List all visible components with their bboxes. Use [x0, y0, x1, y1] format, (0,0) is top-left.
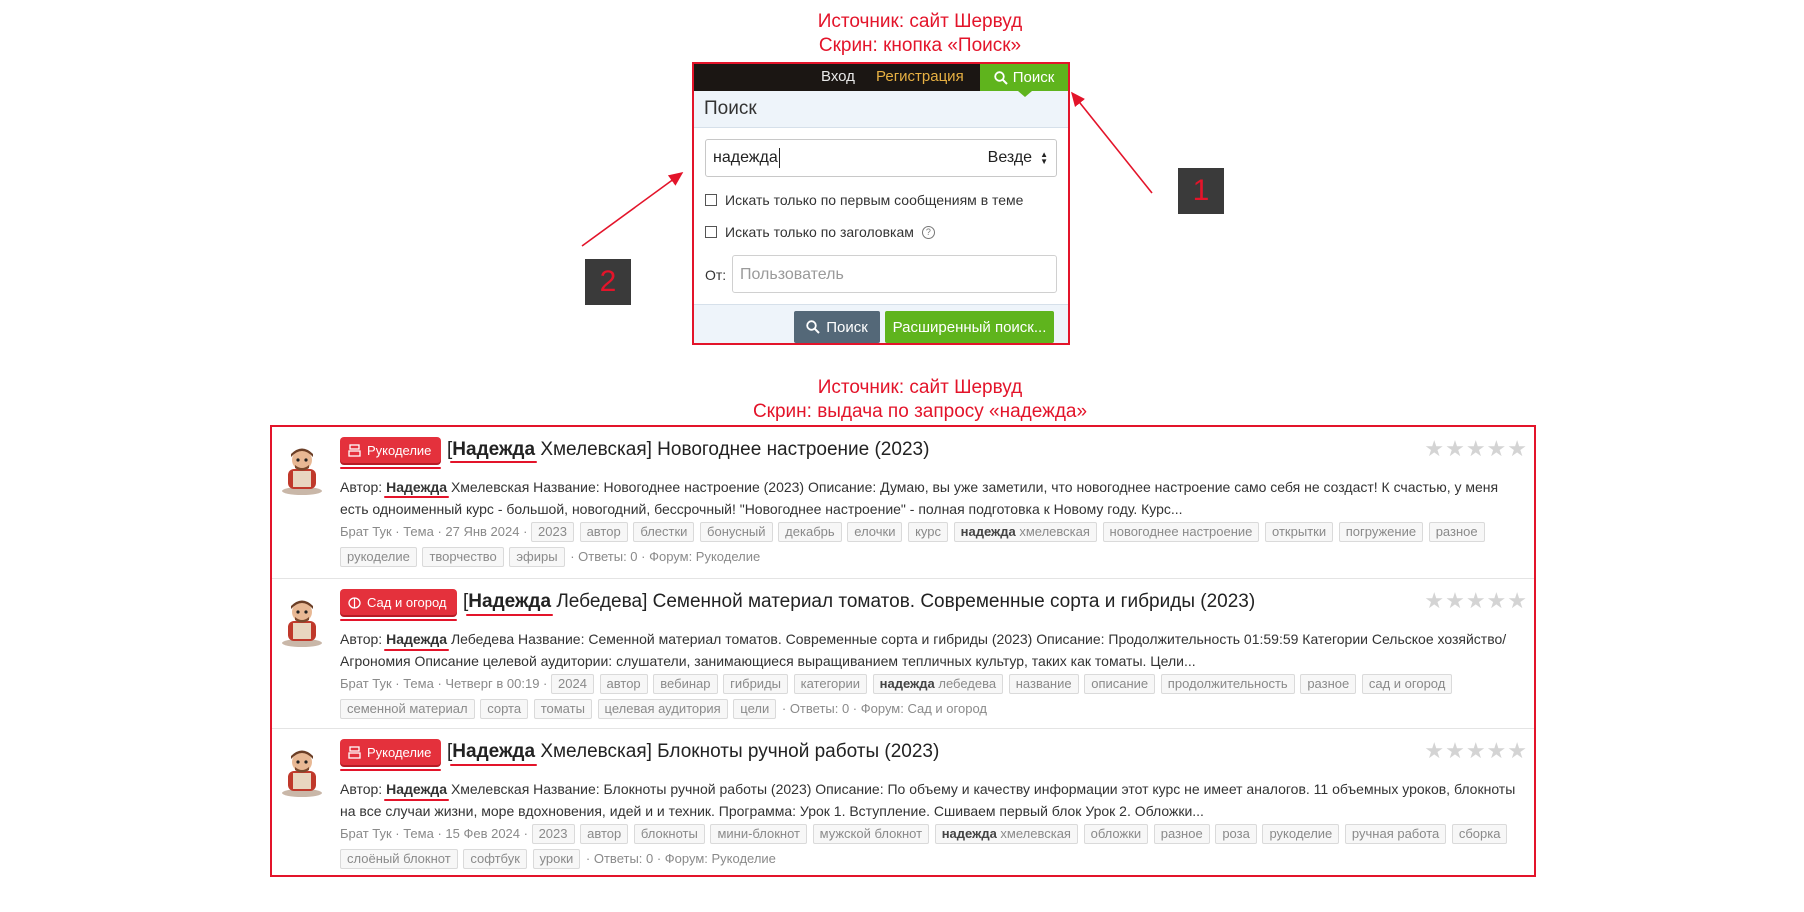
tag[interactable]: продолжительность	[1161, 674, 1295, 694]
tag[interactable]: 2023	[532, 824, 575, 844]
category-label: Рукоделие	[367, 442, 432, 458]
badge-underline	[340, 769, 441, 771]
tag[interactable]: творчество	[422, 547, 503, 567]
tag[interactable]: сборка	[1452, 824, 1508, 844]
snippet-highlight: Надежда	[386, 631, 448, 647]
bottom-caption-screen: Скрин: выдача по запросу «надежда»	[752, 401, 1088, 422]
tag[interactable]: разное	[1300, 674, 1356, 694]
snippet-highlight: Надежда	[386, 781, 448, 797]
meta-prefix: Брат Тук · Тема · 15 Фев 2024 ·	[340, 826, 528, 841]
tag[interactable]: ручная работа	[1345, 824, 1446, 844]
result-title[interactable]: [Надежда Хмелевская] Новогоднее настроение (2023)	[447, 439, 930, 460]
result-snippet: Автор: Надежда Лебедева Название: Семенной материал томатов. Современные сорта и гибриды (2023) Описание: Продолжительность 01:59:59 Категории Сельское хозяйство/ Агрономия Описание целевой аудитории: слушатели, занимающиеся выращиванием тепличных культур, таких как томаты. Цели...	[340, 631, 1507, 669]
highlight-underline	[384, 496, 449, 498]
arrow-2	[582, 173, 682, 246]
top-caption-screen: Скрин: кнопка «Поиск»	[818, 35, 1022, 56]
tag[interactable]: надежда лебедева	[873, 674, 1003, 694]
tag[interactable]: семенной материал	[340, 699, 475, 719]
tag[interactable]: эфиры	[509, 547, 564, 567]
tag[interactable]: название	[1009, 674, 1079, 694]
tag[interactable]: автор	[580, 824, 628, 844]
meta-prefix: Брат Тук · Тема · 27 Янв 2024 ·	[340, 524, 528, 539]
tag[interactable]: блестки	[633, 522, 694, 542]
result-item[interactable]	[272, 728, 1534, 878]
tag[interactable]: елочки	[847, 522, 902, 542]
result-snippet: Автор: Надежда Хмелевская Название: Блокноты ручной работы (2023) Описание: По объему и качеству информации этот курс не имеет аналогов. 11 объемных уроков, блокноты на все случаи жизни, море вдохновения, идей и и техник. Программа: Урок 1. Вступление. Сшиваем первый блок Урок 2. Обложки...	[340, 781, 1516, 819]
result-title[interactable]: [Надежда Лебедева] Семенной материал томатов. Современные сорта и гибриды (2023)	[463, 591, 1256, 612]
category-label: Сад и огород	[367, 594, 447, 610]
rating-stars[interactable]: ★★★★★	[1424, 436, 1528, 461]
rating-stars[interactable]: ★★★★★	[1424, 588, 1528, 613]
crafts-icon	[348, 444, 361, 457]
results-screenshot-frame	[270, 425, 1536, 877]
tag[interactable]: курс	[908, 522, 948, 542]
title-highlight: Надежда	[452, 741, 536, 762]
titles-only-label: Искать только по заголовкам	[725, 224, 914, 240]
meta-suffix: · Ответы: 0 · Форум: Сад и огород	[781, 701, 987, 716]
tag[interactable]: 2024	[551, 674, 594, 694]
title-highlight: Надежда	[452, 439, 536, 460]
highlight-underline	[450, 461, 537, 463]
tag[interactable]: новогоднее настроение	[1103, 522, 1260, 542]
first-posts-label: Искать только по первым сообщениям в теме	[725, 192, 1024, 208]
avatar[interactable]	[279, 597, 325, 647]
badge-underline	[340, 619, 457, 621]
tag[interactable]: роза	[1215, 824, 1257, 844]
marker-2: 2	[585, 259, 631, 305]
tag[interactable]: надежда хмелевская	[935, 824, 1078, 844]
meta-prefix: Брат Тук · Тема · Четверг в 00:19 ·	[340, 676, 548, 691]
tag[interactable]: описание	[1084, 674, 1155, 694]
tag[interactable]: слоёный блокнот	[340, 849, 458, 869]
tag[interactable]: бонусный	[700, 522, 773, 542]
from-label: От:	[705, 267, 727, 283]
rating-stars[interactable]: ★★★★★	[1424, 738, 1528, 763]
login-link[interactable]: Вход	[821, 68, 855, 85]
tag[interactable]: вебинар	[653, 674, 717, 694]
search-submit-label: Поиск	[826, 318, 868, 336]
result-meta	[340, 672, 1520, 722]
bottom-caption-source: Источник: сайт Шервуд	[817, 377, 1023, 398]
category-label: Рукоделие	[367, 744, 432, 760]
tag[interactable]: томаты	[534, 699, 592, 719]
badge-underline	[340, 467, 441, 469]
help-icon[interactable]: ?	[922, 226, 935, 239]
result-title[interactable]: [Надежда Хмелевская] Блокноты ручной работы (2023)	[447, 741, 940, 762]
tag[interactable]: уроки	[533, 849, 581, 869]
tag[interactable]: цели	[733, 699, 776, 719]
category-badge[interactable]	[340, 739, 441, 765]
tag[interactable]: открытки	[1265, 522, 1333, 542]
tag[interactable]: 2023	[531, 522, 574, 542]
updown-arrows-icon: ▲ ▼	[1040, 150, 1048, 166]
tag[interactable]: декабрь	[778, 522, 841, 542]
tag[interactable]: сад и огород	[1362, 674, 1452, 694]
highlight-underline	[384, 799, 449, 801]
tag[interactable]: разное	[1429, 522, 1485, 542]
title-highlight: Надежда	[468, 591, 552, 612]
tag[interactable]: сорта	[480, 699, 528, 719]
tag[interactable]: разное	[1154, 824, 1210, 844]
tag[interactable]: гибриды	[723, 674, 788, 694]
tag[interactable]: целевая аудитория	[598, 699, 728, 719]
category-badge[interactable]	[340, 589, 457, 615]
avatar[interactable]	[279, 747, 325, 797]
search-tab-label: Поиск	[1012, 69, 1055, 86]
highlight-underline	[466, 614, 553, 616]
crafts-icon	[348, 746, 361, 759]
snippet-highlight: Надежда	[386, 479, 448, 495]
avatar[interactable]	[279, 445, 325, 495]
tag[interactable]: категории	[794, 674, 867, 694]
result-snippet: Автор: Надежда Хмелевская Название: Новогоднее настроение (2023) Описание: Думаю, вы уже заметили, что новогоднее настроение само себя не создаст! К счастью, у меня есть одноименный курс - большой, новогодний, бессрочный! "Новогоднее настроение" - полная подготовка к Новому году. Курс...	[340, 479, 1499, 517]
meta-suffix: · Ответы: 0 · Форум: Рукоделие	[585, 851, 776, 866]
result-meta	[340, 822, 1520, 872]
highlight-underline	[384, 649, 449, 651]
search-menu-header: Поиск	[694, 91, 1068, 128]
advanced-search-button[interactable]: Расширенный поиск...	[885, 311, 1054, 343]
tag[interactable]: автор	[600, 674, 648, 694]
category-badge[interactable]	[340, 437, 441, 463]
register-link[interactable]: Регистрация	[876, 68, 964, 85]
tag[interactable]: мини-блокнот	[710, 824, 807, 844]
tag[interactable]: блокноты	[634, 824, 705, 844]
tag[interactable]: рукоделие	[340, 547, 417, 567]
result-item[interactable]	[272, 578, 1534, 728]
tag[interactable]: обложки	[1084, 824, 1149, 844]
tag[interactable]: мужской блокнот	[813, 824, 929, 844]
top-caption-source: Источник: сайт Шервуд	[817, 11, 1023, 32]
tag[interactable]: автор	[580, 522, 628, 542]
vegetable-icon	[348, 596, 361, 609]
user-input[interactable]: Пользователь	[732, 255, 1057, 293]
result-meta	[340, 520, 1520, 570]
tag[interactable]: надежда хмелевская	[954, 522, 1097, 542]
result-item[interactable]	[272, 427, 1534, 577]
search-query-value: надежда	[713, 149, 778, 166]
tag[interactable]: софтбук	[463, 849, 527, 869]
search-scope-value: Везде	[987, 149, 1033, 166]
arrow-1	[1072, 93, 1152, 193]
highlight-underline	[450, 764, 537, 766]
marker-1: 1	[1178, 168, 1224, 214]
meta-suffix: · Ответы: 0 · Форум: Рукоделие	[570, 549, 761, 564]
tag[interactable]: погружение	[1339, 522, 1423, 542]
tag[interactable]: рукоделие	[1262, 824, 1339, 844]
